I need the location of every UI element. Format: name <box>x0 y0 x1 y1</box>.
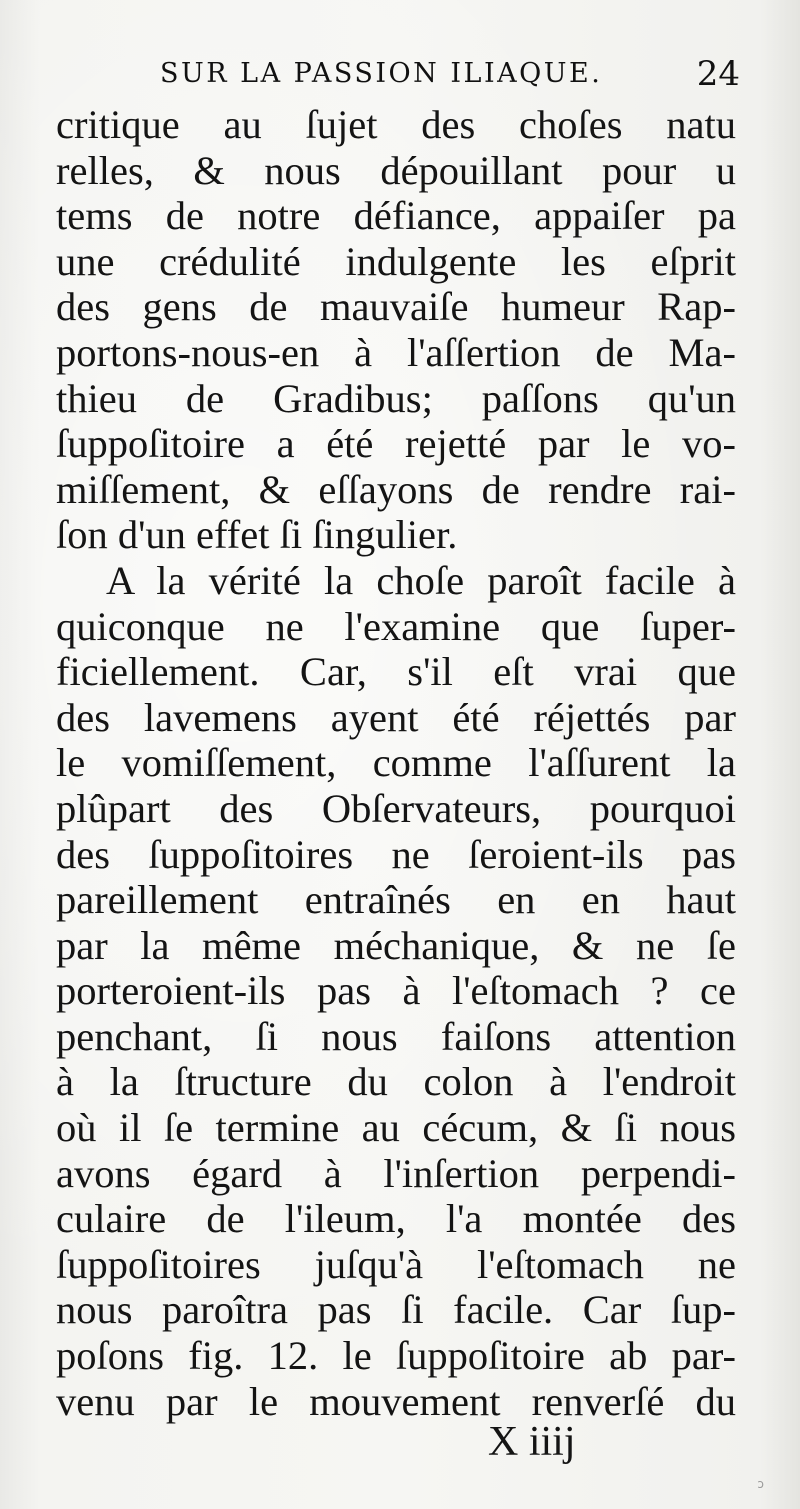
text-line: porteroient-ils pas à l'eſtomach ? ce <box>56 968 736 1014</box>
page-number: 24 <box>696 54 740 94</box>
text-line: penchant, ſi nous faiſons attention <box>56 1013 736 1059</box>
text-line: où il ſe termine au cécum, & ſi nous <box>56 1105 736 1151</box>
page-header <box>160 54 740 98</box>
text-line: relles, & nous dépouillant pour u <box>56 147 736 193</box>
text-line: ſon d'un effet ſi ſingulier. <box>56 512 458 558</box>
text-line: des ſuppoſitoires ne ſeroient-ils pas <box>56 831 736 877</box>
signature-mark: X iiij <box>488 1419 576 1465</box>
text-line: le vomiſſement, comme l'aſſurent la <box>56 740 736 786</box>
body-text <box>56 102 736 1424</box>
text-line: A la vérité la choſe paroît facile à <box>106 557 736 603</box>
text-line: critique au ſujet des choſes natu <box>56 102 736 147</box>
text-line: à la ſtructure du colon à l'endroit <box>56 1059 736 1105</box>
text-line: tems de notre défiance, appaiſer pa <box>56 193 736 239</box>
text-line: des gens de mauvaiſe humeur Rap- <box>56 284 736 330</box>
text-line: ſuppoſitoires juſqu'à l'eſtomach ne <box>56 1241 736 1287</box>
text-line: quiconque ne l'examine que ſuper- <box>56 603 736 649</box>
text-line: avons égard à l'inſertion perpendi- <box>56 1150 736 1196</box>
text-line: thieu de Gradibus; paſſons qu'un <box>56 375 736 421</box>
text-line: ficiellement. Car, s'il eſt vrai que <box>56 649 736 695</box>
text-line: par la même méchanique, & ne ſe <box>56 922 736 968</box>
text-line: poſons fig. 12. le ſuppoſitoire ab par- <box>56 1333 736 1379</box>
text-line: culaire de l'ileum, l'a montée des <box>56 1196 736 1242</box>
text-line: venu par le mouvement renverſé du <box>56 1378 736 1424</box>
text-line: miſſement, & eſſayons de rendre rai- <box>56 466 736 512</box>
paragraph-1 <box>56 102 736 558</box>
margin-mark: ɔ <box>757 1477 764 1491</box>
text-line: des lavemens ayent été réjettés par <box>56 694 736 740</box>
text-line: portons-nous-en à l'aſſertion de Ma- <box>56 329 736 375</box>
text-line: pareillement entraînés en en haut <box>56 877 736 923</box>
paragraph-2 <box>56 558 736 1424</box>
text-line: ſuppoſitoire a été rejetté par le vo- <box>56 421 736 467</box>
text-line: plûpart des Obſervateurs, pourquoi <box>56 785 736 831</box>
text-line: nous paroîtra pas ſi facile. Car ſup- <box>56 1287 736 1333</box>
text-line: une crédulité indulgente les eſprit <box>56 238 736 284</box>
running-head: SUR LA PASSION ILIAQUE. <box>160 58 603 89</box>
